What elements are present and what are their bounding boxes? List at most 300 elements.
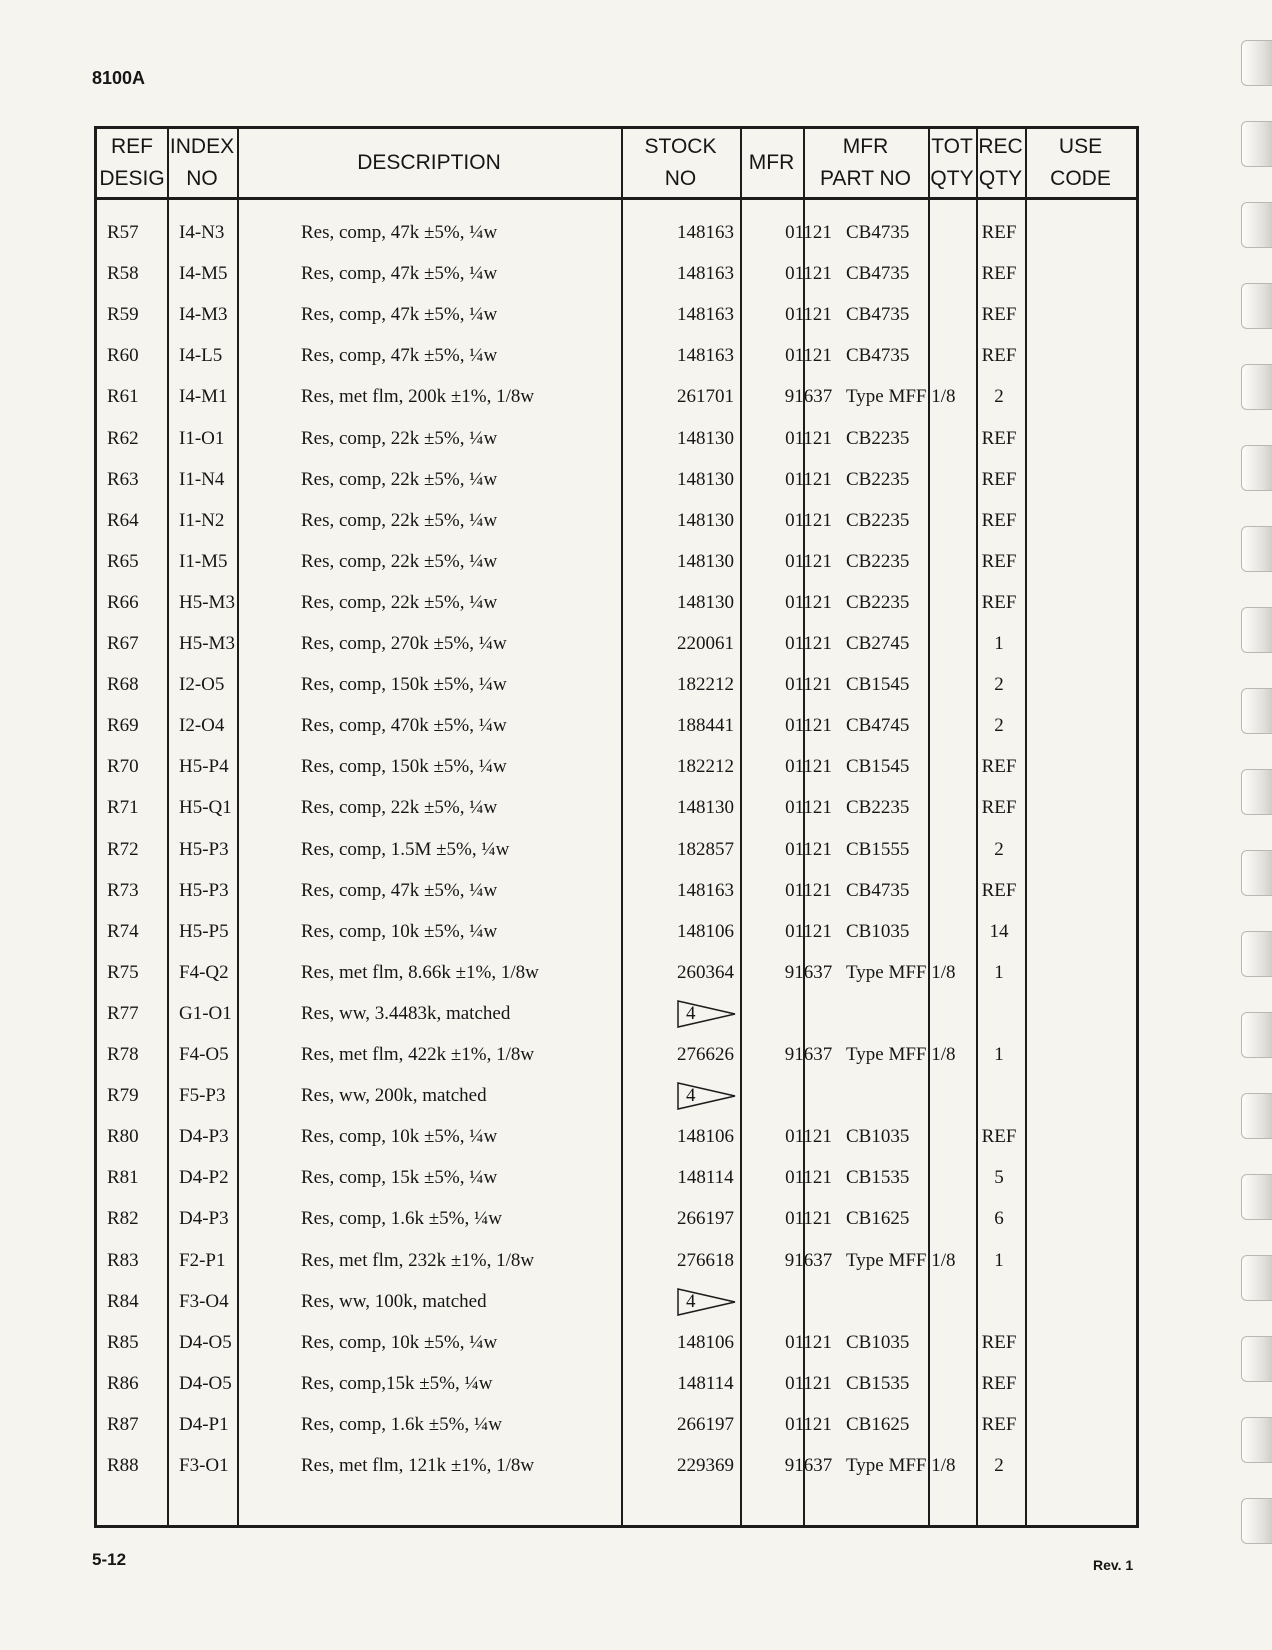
stock-no-cell: 148163 [677, 304, 734, 326]
mfr-part-no-cell: CB1535 [846, 1372, 910, 1394]
index-no-cell: G1-O1 [179, 1002, 232, 1024]
ref-desig-cell: R66 [107, 591, 139, 613]
ref-desig-cell: R82 [107, 1208, 139, 1230]
tot-qty-cell: REF [981, 222, 1017, 243]
mfr-cell: 01121 [785, 509, 832, 531]
mfr-cell [776, 994, 841, 1034]
mfr-part-no-cell: Type MFF 1/8 [846, 1455, 956, 1476]
description-cell: Res, comp, 150k ±5%, ¼w [301, 674, 507, 696]
table-row [97, 747, 1136, 787]
header-tot-line2: QTY [930, 167, 974, 190]
table-row [97, 1035, 1136, 1075]
description-cell: Res, comp, 22k ±5%, ¼w [301, 797, 498, 819]
mfr-part-no-cell: CB1035 [846, 1126, 910, 1148]
mfr-cell: 91637 [784, 1455, 833, 1476]
description-cell: Res, ww, 3.4483k, matched [301, 1002, 511, 1024]
tot-qty-cell: REF [981, 550, 1017, 572]
header-use-line1: USE [1058, 135, 1103, 158]
stock-no-cell: 148130 [677, 550, 734, 572]
mfr-cell: 01121 [785, 715, 832, 737]
index-no-cell: D4-P2 [179, 1167, 229, 1189]
stock-no-cell: 148114 [677, 1372, 734, 1394]
mfr-part-no-cell: CB1535 [846, 1167, 910, 1189]
description-cell: Res, comp, 47k ±5%, ¼w [301, 304, 498, 326]
binding-ring [1241, 1336, 1272, 1382]
description-cell: Res, comp, 10k ±5%, ¼w [301, 1331, 498, 1353]
ref-desig-cell: R77 [107, 1002, 139, 1024]
binding-ring [1241, 1417, 1272, 1463]
mfr-cell [776, 1282, 841, 1322]
mfr-cell: 01121 [785, 1167, 832, 1189]
mfr-cell: 01121 [785, 304, 832, 326]
table-row [97, 542, 1136, 582]
index-no-cell: I1-N4 [179, 468, 225, 490]
stock-no-cell: 182212 [677, 674, 734, 696]
mfr-part-no-cell: Type MFF 1/8 [846, 961, 956, 983]
table-row [97, 953, 1136, 993]
ref-desig-cell: R57 [107, 222, 139, 243]
index-no-cell: F5-P3 [179, 1085, 226, 1107]
stock-no-cell: 266197 [677, 1208, 734, 1230]
description-cell: Res, comp, 22k ±5%, ¼w [301, 591, 498, 613]
mfr-part-no-cell: CB2235 [846, 797, 910, 819]
index-no-cell: H5-P5 [179, 920, 229, 942]
mfr-part-no-cell [846, 994, 976, 1034]
index-no-cell: H5-P3 [179, 838, 229, 860]
description-cell: Res, ww, 200k, matched [301, 1085, 487, 1107]
header-stock-no [621, 129, 740, 197]
index-no-cell: H5-P3 [179, 879, 229, 901]
table-row [97, 377, 1136, 417]
table-row [97, 1158, 1136, 1198]
table-row [97, 871, 1136, 911]
ref-desig-cell: R64 [107, 509, 139, 531]
description-cell: Res, met flm, 232k ±1%, 1/8w [301, 1249, 535, 1271]
tot-qty-cell: REF [981, 1331, 1017, 1353]
ref-desig-cell: R59 [107, 304, 139, 326]
header-rec-line1: REC [978, 135, 1023, 158]
tot-qty-cell: REF [981, 509, 1017, 531]
mfr-part-no-cell: CB1035 [846, 1331, 910, 1353]
table-row [97, 501, 1136, 541]
mfr-part-no-cell [846, 1282, 976, 1322]
table-row [97, 336, 1136, 376]
tot-qty-cell: REF [981, 879, 1017, 901]
index-no-cell: H5-M3 [179, 633, 235, 654]
index-no-cell: F2-P1 [179, 1249, 226, 1271]
mfr-part-no-cell: CB4735 [846, 222, 910, 243]
description-cell: Res, comp, 270k ±5%, ¼w [301, 633, 507, 654]
mfr-cell: 01121 [785, 633, 832, 654]
header-index-no [167, 129, 237, 197]
tot-qty-cell: 2 [994, 715, 1004, 737]
index-no-cell: I1-O1 [179, 427, 225, 449]
header-stock-line2: NO [664, 167, 697, 190]
ref-desig-cell: R68 [107, 674, 139, 696]
stock-no-cell: 148114 [677, 1167, 734, 1189]
table-row [97, 1117, 1136, 1157]
tot-qty-cell: 1 [994, 1044, 1004, 1065]
table-row [97, 994, 1136, 1034]
mfr-cell: 01121 [785, 674, 832, 696]
stock-no-cell: 188441 [677, 715, 734, 737]
ref-desig-cell: R58 [107, 263, 139, 285]
header-index-line2: NO [186, 167, 218, 190]
mfr-part-no-cell: CB2745 [846, 633, 910, 654]
stock-no-cell: 148163 [677, 263, 734, 285]
header-description-line1: DESCRIPTION [357, 151, 501, 174]
description-cell: Res, met flm, 8.66k ±1%, 1/8w [301, 961, 539, 983]
description-cell: Res, comp, 22k ±5%, ¼w [301, 509, 498, 531]
description-cell: Res, comp, 470k ±5%, ¼w [301, 715, 507, 737]
stock-no-cell: 148130 [677, 797, 734, 819]
note-flag-icon [677, 1288, 737, 1316]
tot-qty-cell: REF [981, 1372, 1017, 1394]
tot-qty-cell: 2 [994, 838, 1004, 860]
stock-no-cell: 148163 [677, 879, 734, 901]
binding-ring [1241, 688, 1272, 734]
index-no-cell: F3-O1 [179, 1455, 229, 1476]
binding-ring [1241, 1255, 1272, 1301]
tot-qty-cell: 2 [994, 386, 1004, 408]
binding-ring [1241, 1012, 1272, 1058]
ref-desig-cell: R84 [107, 1290, 139, 1312]
description-cell: Res, comp, 47k ±5%, ¼w [301, 879, 498, 901]
index-no-cell: D4-P3 [179, 1208, 229, 1230]
index-no-cell: F4-O5 [179, 1044, 229, 1065]
header-rec-line2: QTY [978, 167, 1023, 190]
stock-no-cell: 276626 [677, 1044, 734, 1065]
mfr-part-no-cell: CB2235 [846, 509, 910, 531]
ref-desig-cell: R85 [107, 1331, 139, 1353]
mfr-cell: 01121 [785, 838, 832, 860]
tot-qty-cell: REF [981, 1126, 1017, 1148]
ref-desig-cell: R71 [107, 797, 139, 819]
binding-ring [1241, 607, 1272, 653]
mfr-cell: 01121 [785, 345, 832, 367]
description-cell: Res, met flm, 422k ±1%, 1/8w [301, 1044, 535, 1065]
table-row [97, 1446, 1136, 1486]
tot-qty-cell [974, 1076, 1024, 1116]
mfr-part-no-cell: CB1035 [846, 920, 910, 942]
mfr-cell: 01121 [785, 222, 832, 243]
header-mfr-line1: MFR [748, 151, 795, 174]
ref-desig-cell: R67 [107, 633, 139, 654]
note-flag-number: 4 [686, 1002, 696, 1024]
tot-qty-cell: REF [981, 1413, 1017, 1435]
stock-no-cell: 220061 [677, 633, 734, 654]
ref-desig-cell: R62 [107, 427, 139, 449]
table-row [97, 1199, 1136, 1239]
description-cell: Res, comp, 1.5M ±5%, ¼w [301, 838, 510, 860]
binding-ring [1241, 769, 1272, 815]
description-cell: Res, comp, 22k ±5%, ¼w [301, 468, 498, 490]
ref-desig-cell: R81 [107, 1167, 139, 1189]
ref-desig-cell: R78 [107, 1044, 139, 1065]
mfr-cell: 01121 [785, 879, 832, 901]
mfr-cell: 01121 [785, 920, 832, 942]
index-no-cell: I4-M1 [179, 386, 228, 408]
tot-qty-cell [974, 994, 1024, 1034]
spiral-binding [1236, 40, 1272, 1640]
header-rule [97, 197, 1136, 200]
table-row [97, 254, 1136, 294]
description-cell: Res, comp, 22k ±5%, ¼w [301, 550, 498, 572]
parts-list-table [94, 126, 1139, 1528]
description-cell: Res, met flm, 121k ±1%, 1/8w [301, 1455, 535, 1476]
binding-ring [1241, 1174, 1272, 1220]
header-mfr-part-no [803, 129, 928, 197]
tot-qty-cell: 14 [989, 920, 1009, 942]
stock-no-cell: 148106 [677, 920, 734, 942]
header-tot-line1: TOT [931, 135, 973, 158]
header-use-code [1025, 129, 1136, 197]
stock-no-cell: 261701 [677, 386, 734, 408]
index-no-cell: I2-O5 [179, 674, 225, 696]
header-tot-qty [928, 129, 976, 197]
description-cell: Res, comp, 15k ±5%, ¼w [301, 1167, 498, 1189]
mfr-part-no-cell: CB1625 [846, 1208, 910, 1230]
tot-qty-cell: 1 [994, 961, 1004, 983]
table-row [97, 830, 1136, 870]
stock-no-cell: 148106 [677, 1126, 734, 1148]
mfr-part-no-cell: CB1625 [846, 1413, 910, 1435]
mfr-part-no-cell: CB2235 [846, 591, 910, 613]
page-number: 5-12 [92, 1550, 127, 1569]
binding-ring [1241, 850, 1272, 896]
stock-no-cell: 148106 [677, 1331, 734, 1353]
stock-no-cell: 148130 [677, 427, 734, 449]
mfr-cell: 01121 [785, 550, 832, 572]
index-no-cell: I2-O4 [179, 715, 225, 737]
index-no-cell: I4-M3 [179, 304, 228, 326]
index-no-cell: F3-O4 [179, 1290, 229, 1312]
mfr-part-no-cell: CB2235 [846, 550, 910, 572]
tot-qty-cell: 6 [994, 1208, 1004, 1230]
stock-no-cell: 266197 [677, 1413, 734, 1435]
mfr-part-no-cell: CB1545 [846, 756, 910, 778]
ref-desig-cell: R73 [107, 879, 139, 901]
model-number: 8100A [92, 68, 146, 88]
table-row [97, 1323, 1136, 1363]
stock-no-cell: 182857 [677, 838, 734, 860]
binding-ring [1241, 1498, 1272, 1544]
mfr-part-no-cell: CB4735 [846, 879, 910, 901]
tot-qty-cell: 2 [994, 674, 1004, 696]
binding-ring [1241, 931, 1272, 977]
stock-no-cell: 148163 [677, 222, 734, 243]
index-no-cell: I4-L5 [179, 345, 223, 367]
mfr-cell: 01121 [785, 1413, 832, 1435]
table-row [97, 665, 1136, 705]
stock-no-cell: 276618 [677, 1249, 734, 1271]
stock-no-cell: 148130 [677, 591, 734, 613]
table-row [97, 788, 1136, 828]
description-cell: Res, comp, 10k ±5%, ¼w [301, 920, 498, 942]
mfr-part-no-cell: CB2235 [846, 427, 910, 449]
mfr-cell: 01121 [785, 1331, 832, 1353]
ref-desig-cell: R80 [107, 1126, 139, 1148]
index-no-cell: F4-Q2 [179, 961, 229, 983]
index-no-cell: I1-N2 [179, 509, 225, 531]
ref-desig-cell: R87 [107, 1413, 139, 1435]
ref-desig-cell: R61 [107, 386, 139, 408]
tot-qty-cell: REF [981, 427, 1017, 449]
header-ref-desig [97, 129, 167, 197]
stock-no-cell: 260364 [677, 961, 734, 983]
stock-no-cell: 148163 [677, 345, 734, 367]
mfr-cell: 91637 [784, 386, 833, 408]
mfr-cell: 01121 [785, 427, 832, 449]
description-cell: Res, comp, 22k ±5%, ¼w [301, 427, 498, 449]
description-cell: Res, comp,15k ±5%, ¼w [301, 1372, 493, 1394]
tot-qty-cell: REF [981, 345, 1017, 367]
description-cell: Res, comp, 10k ±5%, ¼w [301, 1126, 498, 1148]
mfr-part-no-cell: Type MFF 1/8 [846, 1044, 956, 1065]
tot-qty-cell: 1 [994, 633, 1004, 654]
ref-desig-cell: R79 [107, 1085, 139, 1107]
ref-desig-cell: R74 [107, 920, 139, 942]
revision-label: Rev. 1 [1093, 1557, 1134, 1573]
binding-ring [1241, 202, 1272, 248]
description-cell: Res, comp, 47k ±5%, ¼w [301, 222, 498, 243]
tot-qty-cell: 2 [994, 1455, 1004, 1476]
mfr-cell: 91637 [784, 1044, 833, 1065]
note-flag-number: 4 [686, 1290, 696, 1312]
mfr-cell [776, 1076, 841, 1116]
header-index-line1: INDEX [169, 135, 235, 158]
stock-no-cell: 148130 [677, 468, 734, 490]
tot-qty-cell [974, 1282, 1024, 1322]
binding-ring [1241, 445, 1272, 491]
table-row [97, 1405, 1136, 1445]
table-row [97, 706, 1136, 746]
mfr-cell: 01121 [785, 468, 832, 490]
binding-ring [1241, 1093, 1272, 1139]
index-no-cell: I1-M5 [179, 550, 228, 572]
description-cell: Res, met flm, 200k ±1%, 1/8w [301, 386, 535, 408]
tot-qty-cell: REF [981, 591, 1017, 613]
mfr-cell: 91637 [784, 1249, 833, 1271]
tot-qty-cell: REF [981, 468, 1017, 490]
table-row [97, 1364, 1136, 1404]
index-no-cell: D4-P1 [179, 1413, 229, 1435]
stock-no-cell: 148130 [677, 509, 734, 531]
ref-desig-cell: R69 [107, 715, 139, 737]
mfr-part-no-cell: CB4735 [846, 345, 910, 367]
binding-ring [1241, 283, 1272, 329]
tot-qty-cell: REF [981, 304, 1017, 326]
mfr-cell: 01121 [785, 591, 832, 613]
tot-qty-cell: REF [981, 263, 1017, 285]
header-part-line2: PART NO [819, 167, 912, 190]
index-no-cell: I4-M5 [179, 263, 228, 285]
mfr-part-no-cell: CB2235 [846, 468, 910, 490]
note-flag-number: 4 [686, 1085, 696, 1107]
index-no-cell: D4-O5 [179, 1372, 232, 1394]
tot-qty-cell: 5 [994, 1167, 1004, 1189]
ref-desig-cell: R83 [107, 1249, 139, 1271]
ref-desig-cell: R60 [107, 345, 139, 367]
description-cell: Res, comp, 1.6k ±5%, ¼w [301, 1208, 502, 1230]
description-cell: Res, comp, 1.6k ±5%, ¼w [301, 1413, 502, 1435]
mfr-cell: 01121 [785, 797, 832, 819]
index-no-cell: I4-N3 [179, 222, 225, 243]
mfr-cell: 91637 [784, 961, 833, 983]
index-no-cell: D4-O5 [179, 1331, 232, 1353]
note-flag-icon [677, 1082, 737, 1110]
description-cell: Res, ww, 100k, matched [301, 1290, 487, 1312]
table-row [97, 1282, 1136, 1322]
note-flag-icon [677, 1000, 737, 1028]
tot-qty-cell: REF [981, 756, 1017, 778]
tot-qty-cell: REF [981, 797, 1017, 819]
ref-desig-cell: R86 [107, 1372, 139, 1394]
description-cell: Res, comp, 47k ±5%, ¼w [301, 345, 498, 367]
table-row [97, 1241, 1136, 1281]
stock-no-cell: 182212 [677, 756, 734, 778]
ref-desig-cell: R88 [107, 1455, 139, 1476]
mfr-cell: 01121 [785, 1372, 832, 1394]
index-no-cell: D4-P3 [179, 1126, 229, 1148]
mfr-cell: 01121 [785, 1126, 832, 1148]
table-row [97, 419, 1136, 459]
header-ref-line1: REF [111, 135, 153, 158]
header-description [237, 129, 621, 197]
index-no-cell: H5-Q1 [179, 797, 232, 819]
description-cell: Res, comp, 150k ±5%, ¼w [301, 756, 507, 778]
header-stock-line1: STOCK [644, 135, 717, 158]
header-ref-line2: DESIG [99, 167, 165, 190]
ref-desig-cell: R65 [107, 550, 139, 572]
ref-desig-cell: R72 [107, 838, 139, 860]
binding-ring [1241, 526, 1272, 572]
header-part-line1: MFR [842, 135, 889, 158]
header-rec-qty [976, 129, 1025, 197]
mfr-part-no-cell: Type MFF 1/8 [846, 386, 956, 408]
header-mfr [740, 129, 803, 197]
table-row [97, 295, 1136, 335]
header-use-line2: CODE [1050, 167, 1111, 190]
binding-ring [1241, 121, 1272, 167]
binding-ring [1241, 364, 1272, 410]
tot-qty-cell: 1 [994, 1249, 1004, 1271]
mfr-cell: 01121 [785, 263, 832, 285]
mfr-part-no-cell: CB4735 [846, 304, 910, 326]
table-row [97, 912, 1136, 952]
mfr-cell: 01121 [785, 756, 832, 778]
mfr-part-no-cell: CB1545 [846, 674, 910, 696]
index-no-cell: H5-M3 [179, 591, 235, 613]
description-cell: Res, comp, 47k ±5%, ¼w [301, 263, 498, 285]
stock-no-cell: 229369 [677, 1455, 734, 1476]
table-row [97, 583, 1136, 623]
ref-desig-cell: R70 [107, 756, 139, 778]
binding-ring [1241, 40, 1272, 86]
table-row [97, 1076, 1136, 1116]
ref-desig-cell: R63 [107, 468, 139, 490]
table-row [97, 460, 1136, 500]
index-no-cell: H5-P4 [179, 756, 229, 778]
mfr-part-no-cell: CB4735 [846, 263, 910, 285]
mfr-part-no-cell: CB4745 [846, 715, 910, 737]
mfr-part-no-cell [846, 1076, 976, 1116]
ref-desig-cell: R75 [107, 961, 139, 983]
mfr-cell: 01121 [785, 1208, 832, 1230]
table-row [97, 213, 1136, 253]
mfr-part-no-cell: CB1555 [846, 838, 910, 860]
table-row [97, 624, 1136, 664]
